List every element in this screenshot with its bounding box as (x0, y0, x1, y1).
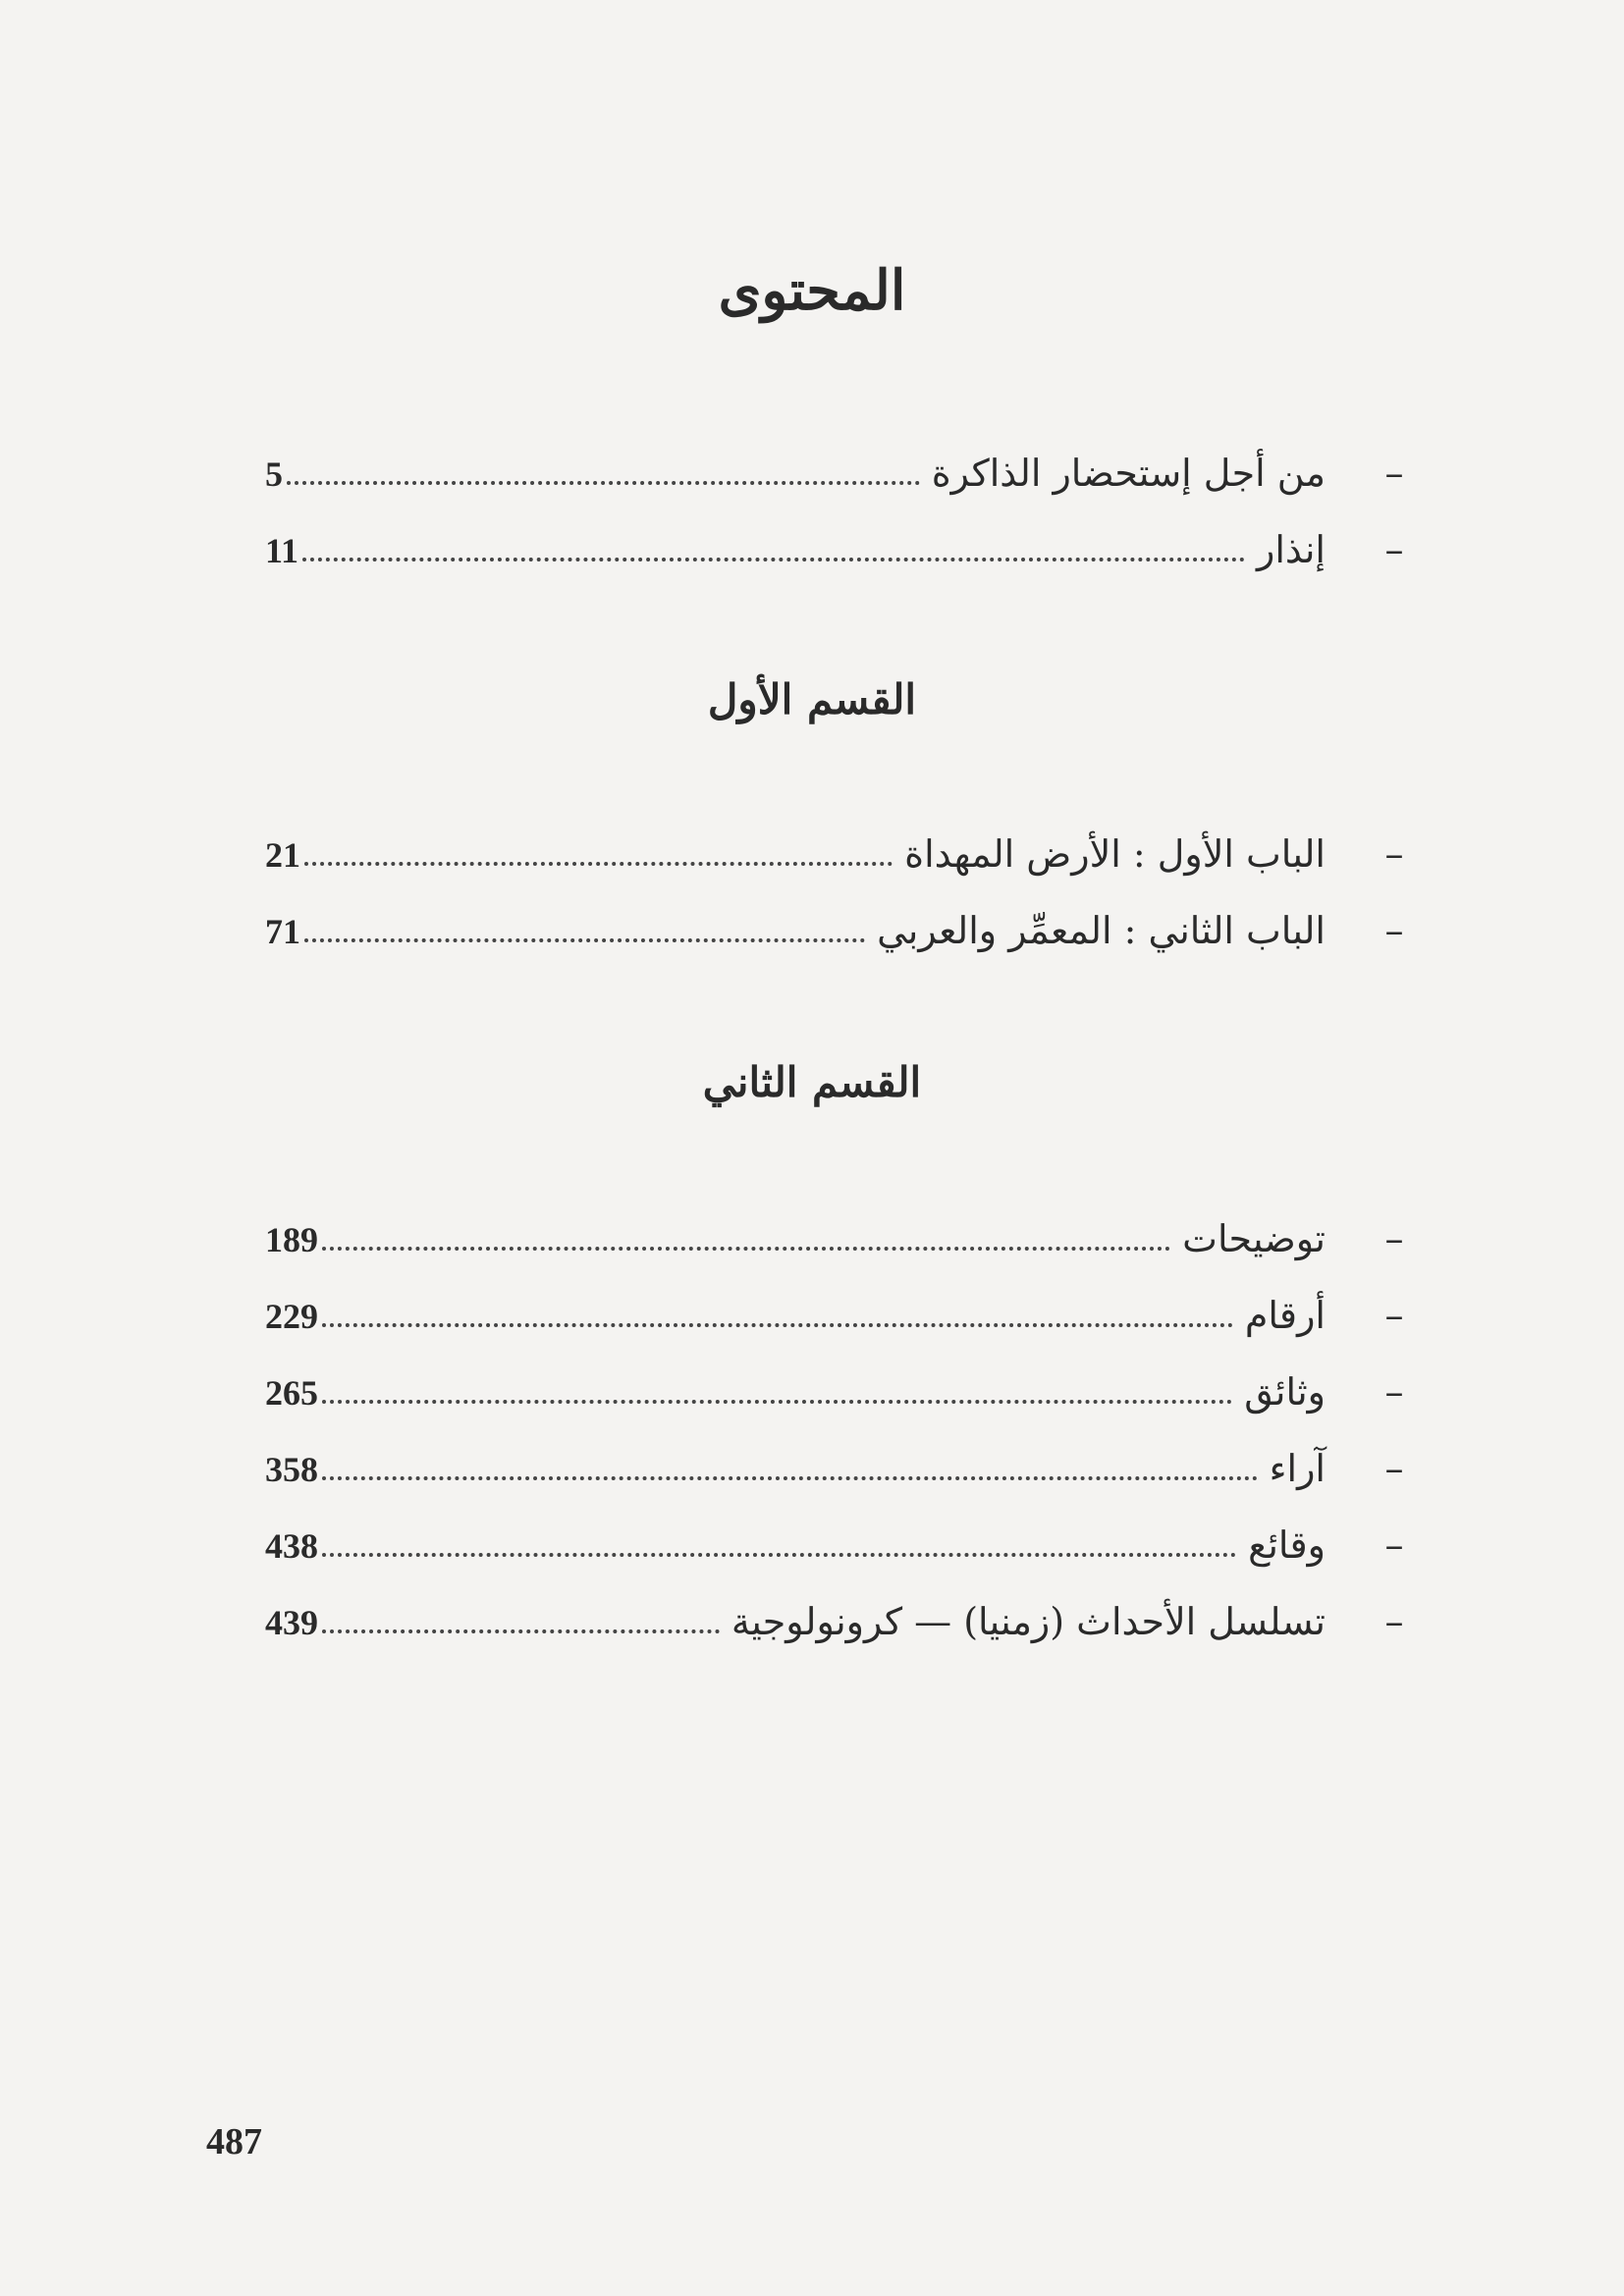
toc-entry (265, 520, 1424, 579)
toc-entry (265, 1439, 1424, 1498)
entry-title: آراء (1269, 1447, 1326, 1490)
entry-page-number: 265 (265, 1373, 318, 1413)
entry-dash: – (1384, 832, 1404, 876)
entry-dash: – (1384, 1447, 1404, 1490)
toc-entry (265, 825, 1424, 883)
entry-title: من أجل إستحضار الذاكرة (931, 452, 1326, 495)
entry-dash: – (1384, 1600, 1404, 1643)
toc-entry (265, 1516, 1424, 1575)
dot-leader (322, 1323, 1233, 1327)
entry-dash: – (1384, 1294, 1404, 1337)
toc-entry (265, 901, 1424, 960)
folio-page-number: 487 (206, 2121, 262, 2163)
entry-dash: – (1384, 1523, 1404, 1567)
dot-leader (287, 481, 920, 485)
entry-title: وثائق (1244, 1370, 1326, 1414)
entry-page-number: 5 (265, 454, 283, 494)
entry-title: تسلسل الأحداث (زمنيا) — كرونولوجية (731, 1600, 1326, 1643)
entry-page-number: 189 (265, 1220, 318, 1259)
entry-page-number: 229 (265, 1297, 318, 1336)
toc-entry (265, 1286, 1424, 1345)
dot-leader (322, 1247, 1170, 1251)
entry-dash: – (1384, 1217, 1404, 1260)
entry-dash: – (1384, 452, 1404, 495)
toc-entry (265, 1592, 1424, 1651)
dot-leader (322, 1476, 1258, 1480)
page-title: المحتوى (718, 258, 906, 323)
dot-leader (304, 938, 865, 942)
toc-entry (265, 444, 1424, 503)
entry-page-number: 21 (265, 835, 300, 875)
section-heading-part2: القسم الثاني (702, 1058, 922, 1106)
entry-dash: – (1384, 1370, 1404, 1414)
entry-page-number: 11 (265, 531, 299, 570)
section-heading-part1: القسم الأول (707, 675, 917, 723)
entry-page-number: 438 (265, 1526, 318, 1566)
entry-title: الباب الأول : الأرض المهداة (904, 832, 1326, 876)
toc-entry (265, 1209, 1424, 1268)
entry-dash: – (1384, 909, 1404, 952)
dot-leader (304, 862, 893, 866)
dot-leader (322, 1400, 1232, 1404)
dot-leader (322, 1629, 720, 1633)
dot-leader (302, 558, 1245, 561)
toc-entry (265, 1362, 1424, 1421)
dot-leader (322, 1553, 1236, 1557)
entry-page-number: 71 (265, 912, 300, 951)
entry-page-number: 358 (265, 1450, 318, 1489)
entry-title: أرقام (1244, 1294, 1326, 1337)
entry-page-number: 439 (265, 1603, 318, 1642)
entry-title: إنذار (1257, 528, 1326, 571)
entry-title: توضيحات (1182, 1217, 1326, 1260)
entry-dash: – (1384, 528, 1404, 571)
entry-title: الباب الثاني : المعمِّر والعربي (877, 909, 1326, 952)
entry-title: وقائع (1248, 1523, 1326, 1567)
